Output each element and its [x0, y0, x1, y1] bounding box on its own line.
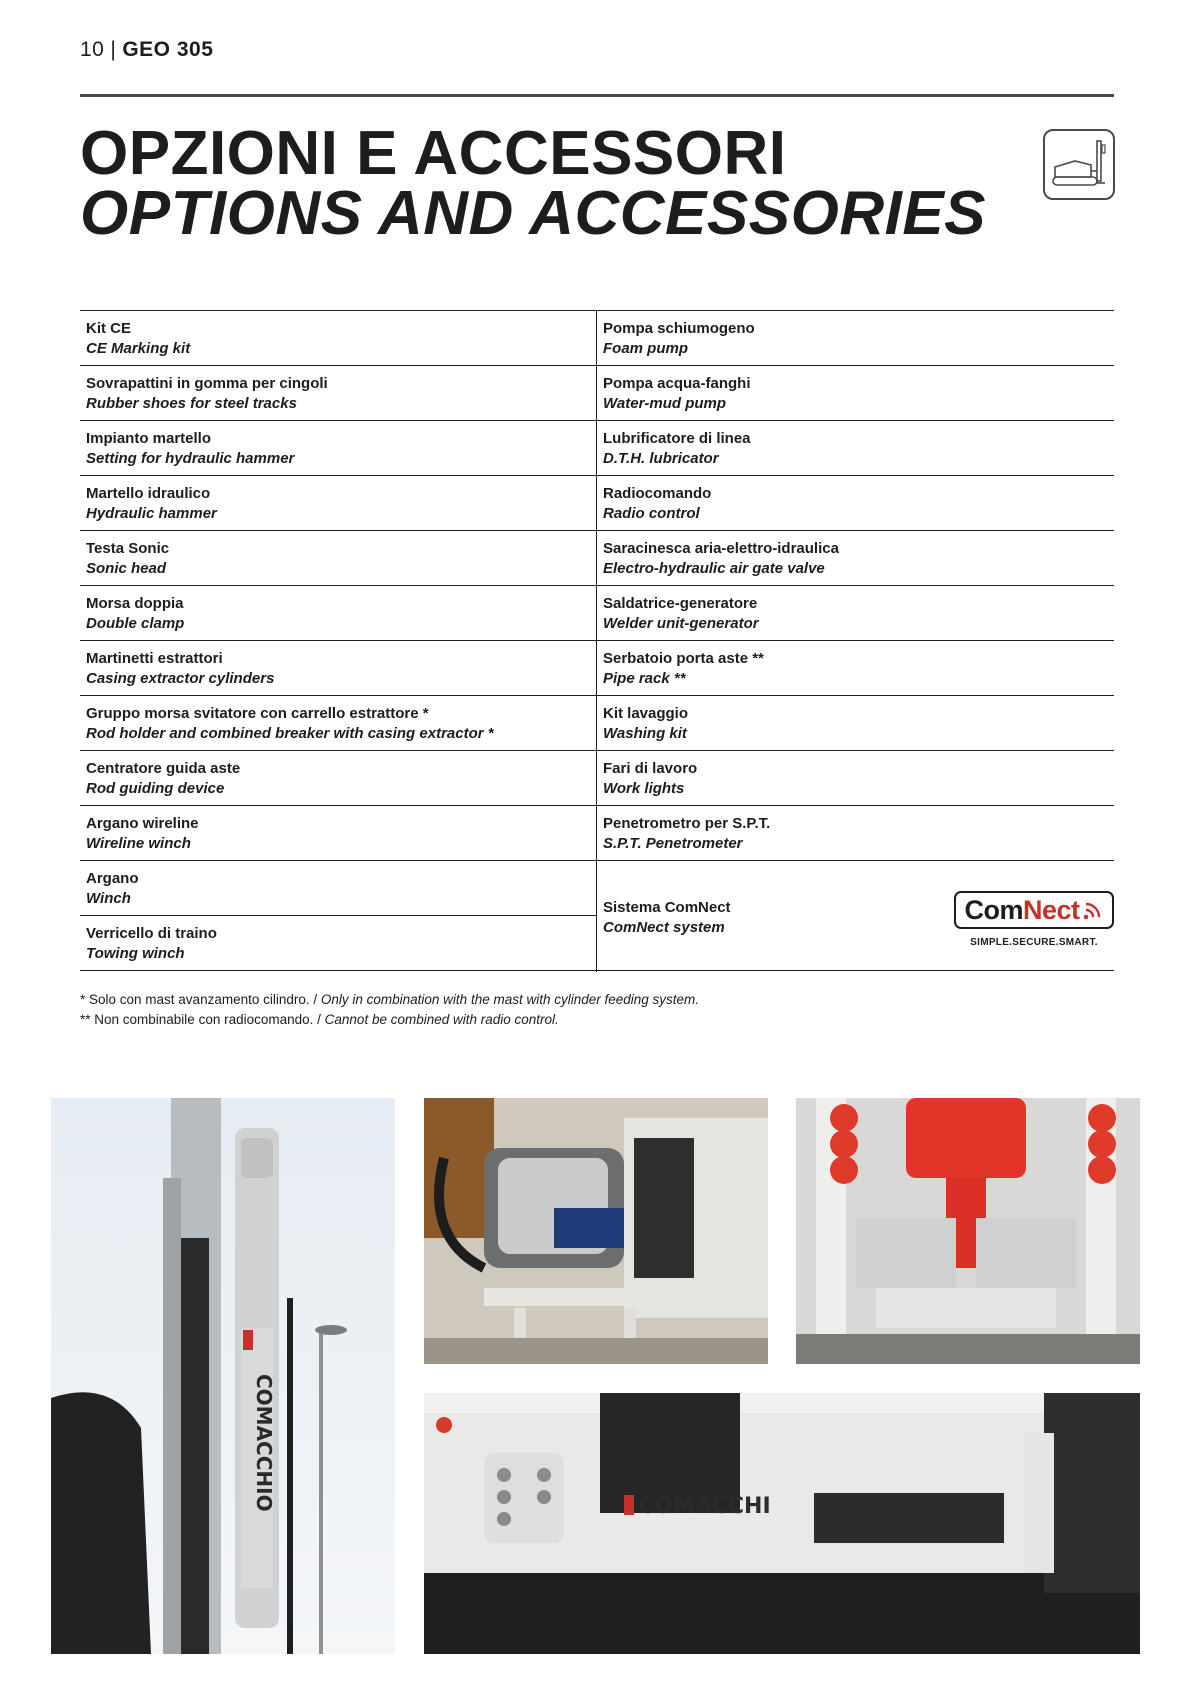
option-item: Gruppo morsa svitatore con carrello estrattore * Rod holder and combined breaker with casing extractor * [80, 696, 596, 751]
photo-clamp-breaker [796, 1098, 1140, 1364]
option-item: Argano wireline Wireline winch [80, 806, 596, 861]
title-italian: OPZIONI E ACCESSORI [80, 119, 787, 188]
wifi-signal-icon [1082, 899, 1104, 921]
comnect-logo-part2: Nect [1022, 895, 1080, 925]
option-item: Serbatoio porta aste ** Pipe rack ** [597, 641, 1114, 696]
option-item: Kit lavaggio Washing kit [597, 696, 1114, 751]
option-item: Verricello di traino Towing winch [80, 916, 596, 971]
photo-drilling-mast [51, 1098, 395, 1654]
option-item: Martinetti estrattori Casing extractor cylinders [80, 641, 596, 696]
header-rule [80, 94, 1114, 97]
mast-brand-text: COMACCHIO [252, 1374, 276, 1512]
model-name: GEO 305 [122, 38, 214, 61]
option-item: Centratore guida aste Rod guiding device [80, 751, 596, 806]
options-column-right [597, 311, 1114, 971]
page-number: 10 [80, 38, 105, 61]
comnect-logo [954, 891, 1114, 953]
footnote: ** Non combinabile con radiocomando. / Cannot be combined with radio control. [80, 1012, 559, 1027]
option-item: Martello idraulico Hydraulic hammer [80, 476, 596, 531]
option-item: Pompa acqua-fanghi Water-mud pump [597, 366, 1114, 421]
drilling-rig-icon [1043, 129, 1115, 200]
options-table [80, 310, 1114, 972]
comnect-logo-part1: Com [964, 895, 1023, 925]
option-item: Sovrapattini in gomma per cingoli Rubber shoes for steel tracks [80, 366, 596, 421]
header-separator: | [110, 38, 117, 61]
option-item: Saracinesca aria-elettro-idraulica Electro-hydraulic air gate valve [597, 531, 1114, 586]
option-item: Kit CE CE Marking kit [80, 311, 596, 366]
option-item: Fari di lavoro Work lights [597, 751, 1114, 806]
option-item: Testa Sonic Sonic head [80, 531, 596, 586]
option-item: Saldatrice-generatore Welder unit-generator [597, 586, 1114, 641]
option-item-comnect: Sistema ComNect ComNect system Com Nect SIMPLE.SECURE.SMART. [597, 861, 1114, 971]
option-item: Morsa doppia Double clamp [80, 586, 596, 641]
photo-rotary-head [424, 1098, 768, 1364]
option-item: Pompa schiumogeno Foam pump [597, 311, 1114, 366]
option-item: Radiocomando Radio control [597, 476, 1114, 531]
page-title [80, 119, 987, 248]
option-item: Impianto martello Setting for hydraulic hammer [80, 421, 596, 476]
rig-brand-text: COMACCHI [638, 1494, 771, 1519]
options-column-left [80, 311, 597, 972]
photo-rig-body [424, 1393, 1140, 1654]
page-header [80, 38, 213, 62]
footnotes [80, 990, 699, 1030]
option-item: Argano Winch [80, 861, 596, 916]
comnect-tagline: SIMPLE.SECURE.SMART. [970, 937, 1098, 948]
option-item: Lubrificatore di linea D.T.H. lubricator [597, 421, 1114, 476]
footnote: * Solo con mast avanzamento cilindro. / Only in combination with the mast with cylinder feeding system. [80, 992, 700, 1007]
option-item: Penetrometro per S.P.T. S.P.T. Penetrometer [597, 806, 1114, 861]
title-english: OPTIONS AND ACCESSORIES [80, 179, 987, 248]
